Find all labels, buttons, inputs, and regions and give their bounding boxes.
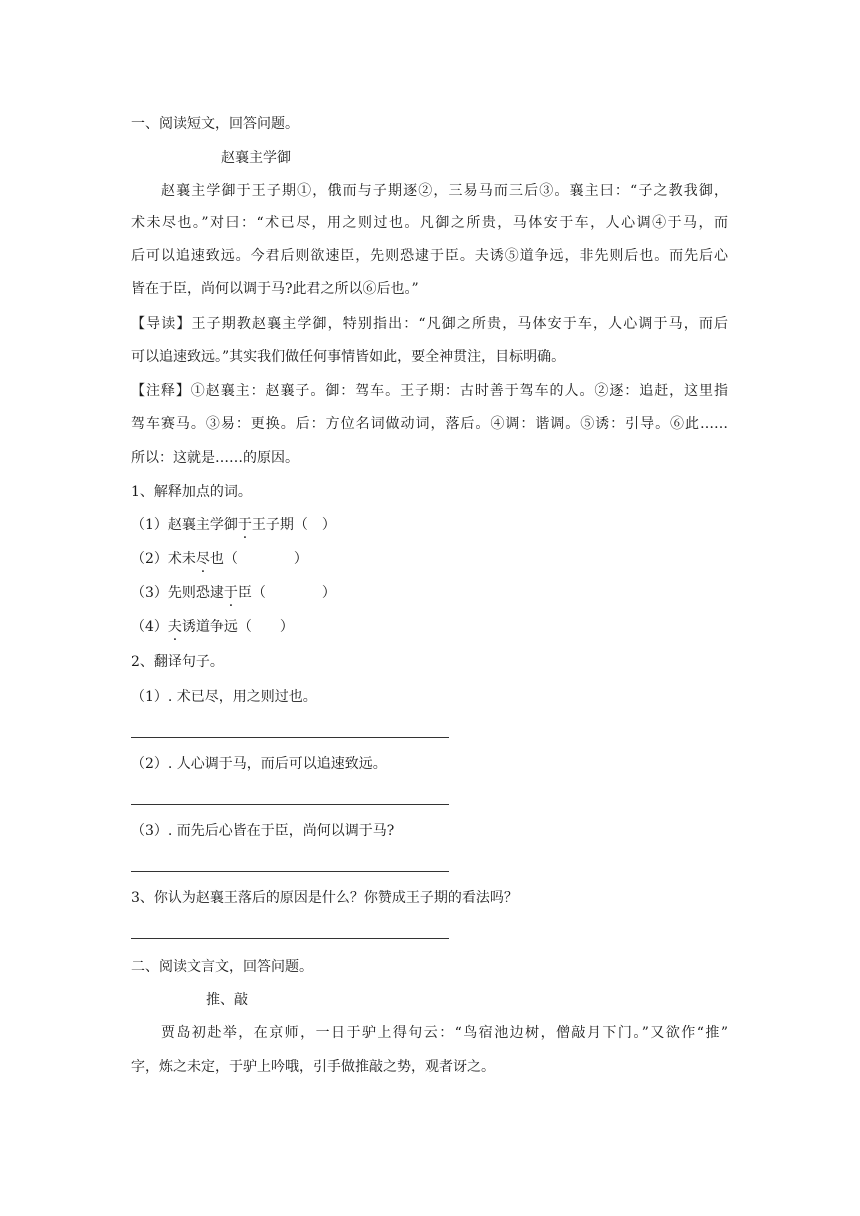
passage-line: 赵襄主学御于王子期①，俄而与子期逐②，三易马而三后③。襄主曰：“子之教我御， xyxy=(161,183,728,199)
passage-line: 术未尽也。”对曰：“术已尽，用之则过也。凡御之所贵，马体安于车，人心调④于马，而 xyxy=(131,215,728,231)
answer-line[interactable] xyxy=(131,938,449,939)
dotted-character: 尽 xyxy=(195,551,210,567)
notes-line: 所以：这就是……的原因。 xyxy=(131,450,299,466)
passage-line: 字，炼之未定，于驴上吟哦，引手做推敲之势，观者讶之。 xyxy=(131,1059,495,1075)
guide-line: 可以追速致远。”其实我们做任何事情皆如此，要全神贯注，目标明确。 xyxy=(131,349,566,365)
dotted-character: 于 xyxy=(237,517,252,533)
dotted-character: 于 xyxy=(223,585,238,601)
question-2-item: （3）. 而先后心皆在于臣，尚何以调于马? xyxy=(131,823,395,839)
passage-line: 后可以追速致远。今君后则欲速臣，先则恐逮于臣。夫诱⑤道争远，非先则后也。而先后心 xyxy=(131,248,728,264)
question-1-item: （2）术未尽也（ ） xyxy=(131,551,308,567)
guide-line: 【导读】王子期教赵襄主学御，特别指出：“凡御之所贵，马体安于车，人心调于马，而后 xyxy=(131,316,728,332)
question-1-label: 1、解释加点的词。 xyxy=(131,484,252,500)
answer-line[interactable] xyxy=(131,871,449,872)
notes-line: 【注释】①赵襄主：赵襄子。御：驾车。王子期：古时善于驾车的人。②逐：追赶，这里指 xyxy=(131,383,728,399)
question-2-item: （1）. 术已尽，用之则过也。 xyxy=(131,689,317,705)
section1-heading: 一、阅读短文，回答问题。 xyxy=(131,116,299,132)
question-1-item: （1）赵襄主学御于王子期（ ） xyxy=(131,517,336,533)
question-1-item: （3）先则恐逮于臣（ ） xyxy=(131,585,336,601)
question-3-label: 3、你认为赵襄王落后的原因是什么？你赞成王子期的看法吗？ xyxy=(131,890,518,906)
answer-line[interactable] xyxy=(131,737,449,738)
section2-title: 推、敲 xyxy=(206,992,248,1008)
answer-line[interactable] xyxy=(131,804,449,805)
question-2-item: （2）. 人心调于马，而后可以追速致远。 xyxy=(131,756,387,772)
dotted-character: 夫 xyxy=(167,619,182,635)
question-2-label: 2、翻译句子。 xyxy=(131,654,224,670)
question-1-item: （4）夫诱道争远（ ） xyxy=(131,619,294,635)
notes-line: 驾车赛马。③易：更换。后：方位名词做动词，落后。④调：谐调。⑤诱：引导。⑥此…… xyxy=(131,416,728,432)
section1-title: 赵襄主学御 xyxy=(221,150,291,166)
section2-heading: 二、阅读文言文，回答问题。 xyxy=(131,959,313,975)
passage-line: 皆在于臣，尚何以调于马?此君之所以⑥后也。” xyxy=(131,281,419,297)
passage-line: 贾岛初赴举，在京师，一日于驴上得句云：“鸟宿池边树，僧敲月下门。”又欲作“推” xyxy=(161,1025,728,1041)
